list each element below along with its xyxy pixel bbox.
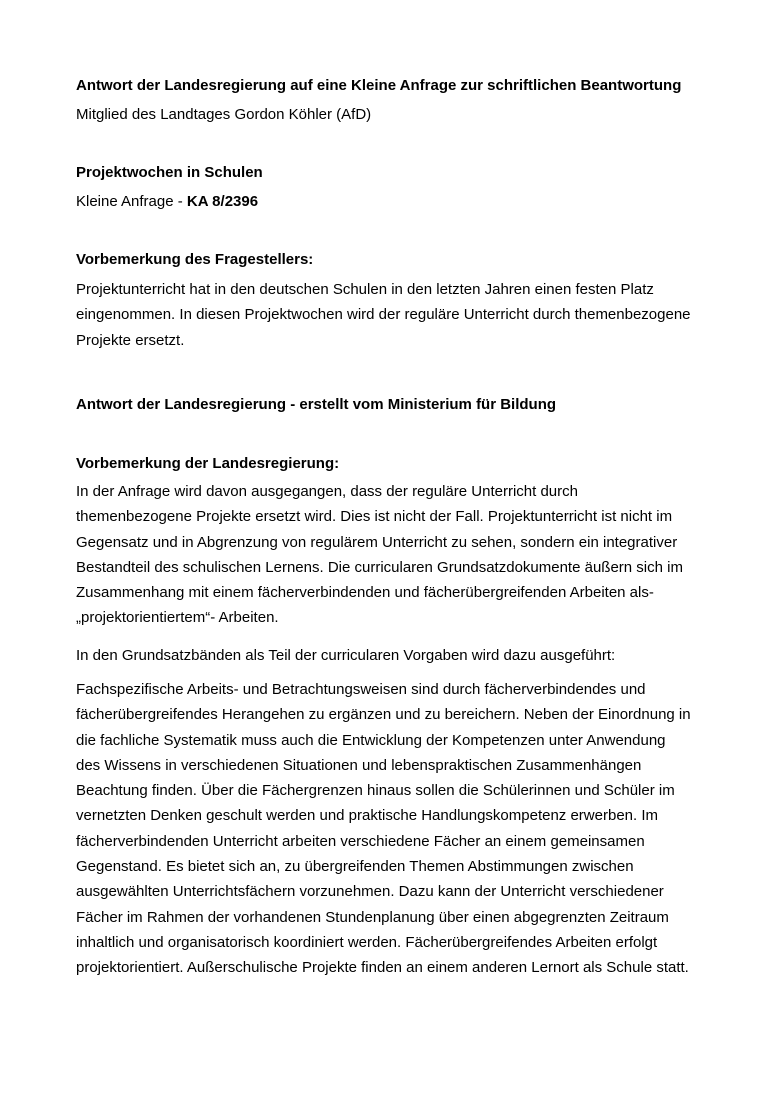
text-line: Zusammenhang mit einem fächerverbindenden und fächerübergreifenden Arbeiten als- <box>76 584 654 602</box>
text-line: fächerverbindenden Unterricht arbeiten verschiedene Fächer an einem gemeinsamen <box>76 832 645 850</box>
text-line: Fachspezifische Arbeits- und Betrachtungsweisen sind durch fächerverbindendes und <box>76 681 646 698</box>
text-line: In den Grundsatzbänden als Teil der curricularen Vorgaben wird dazu ausgeführt: <box>76 647 616 664</box>
text-line: Beachtung finden. Über die Fächergrenzen hinaus sollen die Schülerinnen und Schüler im <box>76 782 675 800</box>
inquiry-reference <box>76 193 258 211</box>
government-note-paragraph-2 <box>76 643 696 668</box>
text-line: themenbezogene Projekte ersetzt wird. Dies ist nicht der Fall. Projektunterricht ist nicht im <box>76 508 673 526</box>
inquiry-reference-prefix: Kleine Anfrage - <box>76 193 187 210</box>
text-line: eingenommen. In diesen Projektwochen wird der reguläre Unterricht durch themenbezogene <box>76 306 691 324</box>
text-line: inhaltlich und organisatorisch koordiniert werden. Fächerübergreifendes Arbeiten erfolgt <box>76 933 658 951</box>
questioner-note-text <box>76 277 696 353</box>
member-line: Mitglied des Landtages Gordon Köhler (AfD) <box>76 106 372 123</box>
text-line: ausgewählten Unterrichtsfächern vorzunehmen. Dazu kann der Unterricht verschiedener <box>76 883 664 901</box>
document-title: Antwort der Landesregierung auf eine Kleine Anfrage zur schriftlichen Beantwortung <box>76 77 682 94</box>
text-line: Fächer im Rahmen der vorhandenen Stundenplanung über einen abgegrenzten Zeitraum <box>76 908 669 926</box>
text-line: des Wissens in verschiedenen Situationen und lebenspraktischen Zusammenhängen <box>76 756 642 774</box>
text-line: Projektunterricht hat in den deutschen Schulen in den letzten Jahren einen festen Platz <box>76 281 654 298</box>
text-line: Bestandteil des schulischen Lernens. Die curricularen Grundsatzdokumente äußern sich im <box>76 558 683 576</box>
text-line: In der Anfrage wird davon ausgegangen, dass der reguläre Unterricht durch <box>76 483 578 500</box>
text-line: Gegenstand. Es bietet sich an, zu übergreifenden Themen Abstimmungen zwischen <box>76 858 634 876</box>
subject-title: Projektwochen in Schulen <box>76 164 263 181</box>
government-note-heading: Vorbemerkung der Landesregierung: <box>76 455 340 472</box>
text-line: Gegensatz und in Abgrenzung von regulärem Unterricht zu sehen, sondern ein integrativer <box>76 533 678 551</box>
text-line: fächerübergreifendes Herangehen zu ergänzen und zu bereichern. Neben der Einordnung in <box>76 706 691 724</box>
questioner-note-heading: Vorbemerkung des Fragestellers: <box>76 251 314 268</box>
text-line: Projekte ersetzt. <box>76 331 185 349</box>
government-note-paragraph-3 <box>76 677 696 981</box>
text-line: „projektorientiertem“- Arbeiten. <box>76 609 279 627</box>
text-line: projektorientiert. Außerschulische Projekte finden an einem anderen Lernort als Schule statt. <box>76 959 689 977</box>
answer-heading: Antwort der Landesregierung - erstellt vom Ministerium für Bildung <box>76 396 557 413</box>
text-line: die fachliche Systematik muss auch die Entwicklung der Kompetenzen unter Anwendung <box>76 731 666 749</box>
inquiry-reference-number: KA 8/2396 <box>186 193 259 210</box>
government-note-paragraph-1 <box>76 479 696 631</box>
text-line: vernetzten Denken geschult werden und praktische Handlungskompetenz erwerben. Im <box>76 807 658 825</box>
